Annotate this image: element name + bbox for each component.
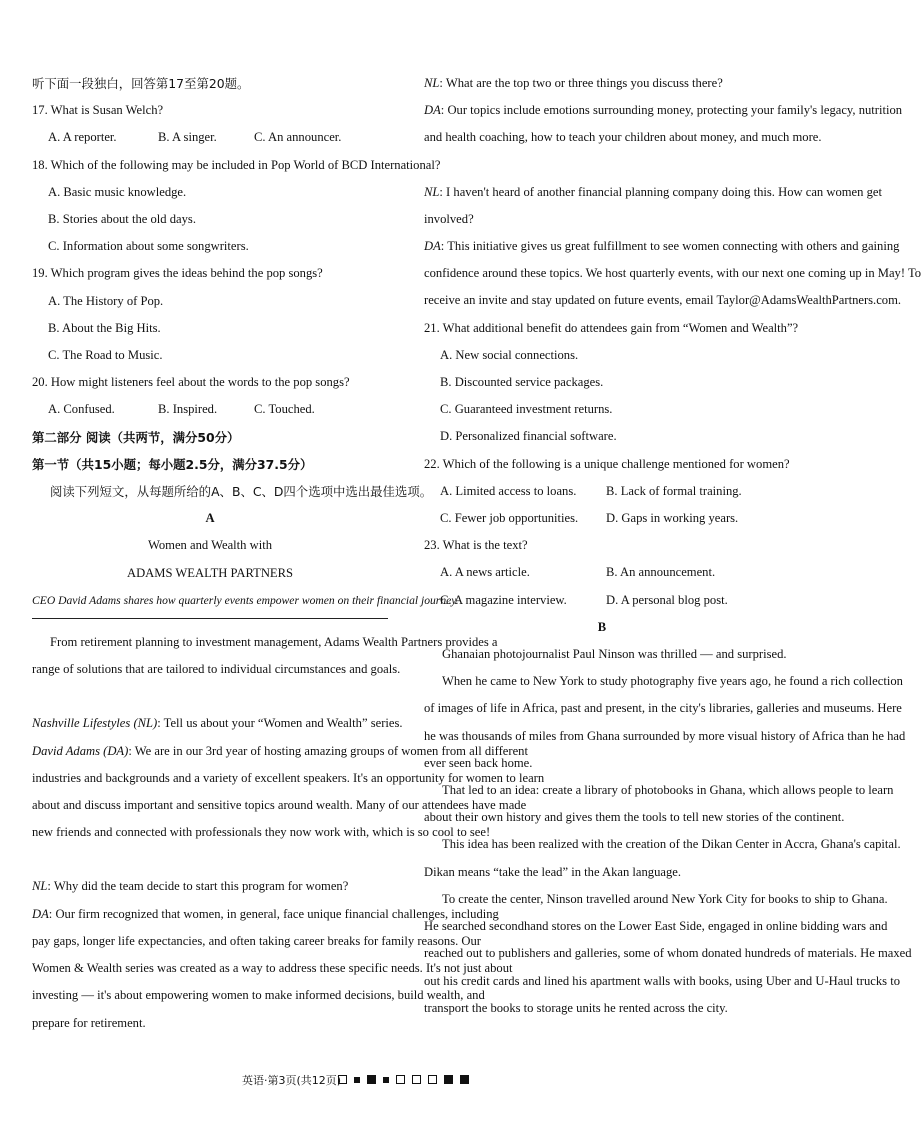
passage-a-letter: A bbox=[205, 511, 215, 526]
q17-option-b: B. A singer. bbox=[158, 130, 217, 145]
section1-title: 第一节（共15小题；每小题2.5分，满分37.5分） bbox=[32, 456, 313, 472]
q20-option-b: B. Inspired. bbox=[158, 402, 218, 417]
speaker-label: David Adams (DA) bbox=[32, 743, 129, 758]
section1-instruction: 阅读下列短文，从每题所给的A、B、C、D四个选项中选出最佳选项。 bbox=[50, 484, 433, 500]
q20-options bbox=[32, 396, 388, 423]
q17-option-c: C. An announcer. bbox=[254, 130, 342, 145]
square-filled-icon bbox=[444, 1075, 453, 1084]
q23-options-row1 bbox=[424, 559, 780, 586]
square-outline-icon bbox=[338, 1075, 347, 1084]
square-outline-icon bbox=[412, 1075, 421, 1084]
passage-b-paragraph-5-line: out his credit cards and lined his apartment walls with books, using Uber and U-Haul trucks to bbox=[424, 973, 901, 988]
speaker-label: Nashville Lifestyles (NL) bbox=[32, 716, 158, 731]
q23-option-a: A. A news article. bbox=[440, 565, 530, 580]
nl-question-2 bbox=[32, 873, 388, 900]
speaker-label: DA bbox=[32, 906, 49, 921]
paragraph-gap bbox=[32, 683, 388, 710]
q17-option-a: A. A reporter. bbox=[48, 130, 117, 145]
right-column bbox=[424, 70, 921, 1022]
q23-options-row2 bbox=[424, 587, 780, 614]
speaker-label: NL bbox=[424, 76, 440, 90]
passage-b-paragraph-5-line: He searched secondhand stores on the Lower East Side, engaged in online bidding wars and bbox=[424, 919, 888, 934]
q19-option-c: C. The Road to Music. bbox=[48, 348, 163, 363]
listening-instruction: 听下面一段独白，回答第17至第20题。 bbox=[32, 76, 250, 91]
q22-option-c: C. Fewer job opportunities. bbox=[440, 511, 579, 526]
da-answer-1-line: industries and backgrounds and a variety of excellent speakers. It's an opportunity for women to learn bbox=[32, 770, 545, 785]
paragraph-gap bbox=[32, 846, 388, 873]
intro-line-2: range of solutions that are tailored to individual circumstances and goals. bbox=[32, 662, 401, 677]
passage-b-paragraph-5-line: reached out to publishers and galleries, some of whom donated hundreds of materials. He maxed bbox=[424, 946, 912, 961]
q23-stem: 23. What is the text? bbox=[424, 538, 528, 553]
passage-b-paragraph-2-line: ever seen back home. bbox=[424, 755, 533, 770]
q20-option-c: C. Touched. bbox=[254, 402, 315, 417]
dialogue-text: : Our firm recognized that women, in general, face unique financial challenges, including bbox=[48, 906, 499, 921]
passage-b-paragraph-1: Ghanaian photojournalist Paul Ninson was thrilled — and surprised. bbox=[442, 647, 787, 662]
da-answer-2-line: pay gaps, longer life expectancies, and often taking career breaks for family reasons. Our bbox=[32, 933, 481, 948]
q21-stem: 21. What additional benefit do attendees gain from “Women and Wealth”? bbox=[424, 320, 799, 335]
passage-b-paragraph-2-line: When he came to New York to study photography five years ago, he found a rich collection bbox=[442, 674, 903, 689]
page-number-label: 英语·第3页(共12页) bbox=[242, 1074, 342, 1087]
q23-option-d: D. A personal blog post. bbox=[606, 592, 728, 607]
passage-b-paragraph-4-line: Dikan means “take the lead” in the Akan language. bbox=[424, 864, 682, 879]
page-footer bbox=[0, 1072, 800, 1092]
q18-option-c: C. Information about some songwriters. bbox=[48, 239, 249, 254]
q18-option-a: A. Basic music knowledge. bbox=[48, 184, 187, 199]
paragraph-gap bbox=[424, 152, 780, 179]
q19-stem: 19. Which program gives the ideas behind the pop songs? bbox=[32, 266, 323, 281]
da-answer-2 bbox=[32, 901, 499, 928]
q22-option-d: D. Gaps in working years. bbox=[606, 511, 739, 526]
square-outline-icon bbox=[428, 1075, 437, 1084]
dialogue-text: : Why did the team decide to start this program for women? bbox=[47, 879, 349, 894]
da-answer-2-line: investing — it's about empowering women to make informed decisions, build wealth, and bbox=[32, 988, 485, 1003]
passage-a-title-line2: ADAMS WEALTH PARTNERS bbox=[126, 565, 294, 580]
nl-question-3 bbox=[424, 70, 780, 97]
dialogue-text: : Tell us about your “Women and Wealth” series. bbox=[157, 716, 403, 731]
dialogue-text: : This initiative gives us great fulfillment to see women connecting with others and gaining bbox=[440, 239, 900, 254]
square-outline-icon bbox=[396, 1075, 405, 1084]
speaker-label: NL bbox=[32, 879, 48, 894]
square-filled-icon bbox=[460, 1075, 469, 1084]
q23-option-c: C. A magazine interview. bbox=[440, 592, 567, 607]
q22-options-row1 bbox=[424, 478, 780, 505]
q20-option-a: A. Confused. bbox=[48, 402, 115, 417]
square-small-icon bbox=[383, 1077, 389, 1083]
passage-b-paragraph-4-line: This idea has been realized with the creation of the Dikan Center in Accra, Ghana's capital. bbox=[442, 837, 901, 852]
da-answer-4-line: confidence around these topics. We host quarterly events, with our next one coming up in May! To bbox=[424, 266, 921, 281]
da-answer-2-line: Women & Wealth series was created as a way to address these specific needs. It's not just about bbox=[32, 961, 513, 976]
q22-stem: 22. Which of the following is a unique challenge mentioned for women? bbox=[424, 456, 790, 471]
passage-b-paragraph-2-line: he was thousands of miles from Ghana surrounded by more visual history of Africa than he had bbox=[424, 728, 906, 743]
passage-a-subtitle: CEO David Adams shares how quarterly events empower women on their financial journey. bbox=[32, 593, 459, 607]
da-answer-1-line: new friends and connected with professionals they now work with, which is so cool to see! bbox=[32, 825, 491, 840]
passage-b-paragraph-3-line: about their own history and gives them the tools to tell new stories of the continent. bbox=[424, 810, 845, 825]
nl-question-4-line: involved? bbox=[424, 211, 474, 226]
nl-question-1 bbox=[32, 710, 403, 737]
da-answer-4-line: receive an invite and stay updated on future events, email Taylor@AdamsWealthPartners.com. bbox=[424, 293, 902, 308]
q20-stem: 20. How might listeners feel about the words to the pop songs? bbox=[32, 375, 350, 390]
q21-option-c: C. Guaranteed investment returns. bbox=[440, 402, 613, 417]
q19-option-a: A. The History of Pop. bbox=[48, 293, 164, 308]
q22-options-row2 bbox=[424, 505, 780, 532]
da-answer-2-line: prepare for retirement. bbox=[32, 1015, 146, 1030]
q21-option-a: A. New social connections. bbox=[440, 347, 579, 362]
q21-option-d: D. Personalized financial software. bbox=[440, 429, 617, 444]
passage-b-paragraph-5-line: To create the center, Ninson travelled around New York City for books to ship to Ghana. bbox=[442, 891, 888, 906]
square-small-icon bbox=[354, 1077, 360, 1083]
passage-b-paragraph-5-line: transport the books to storage units he rented across the city. bbox=[424, 1000, 728, 1015]
nl-question-4 bbox=[424, 179, 882, 206]
passage-b-paragraph-2-line: of images of life in Africa, past and present, in the city's libraries, galleries and museums. Here bbox=[424, 701, 902, 716]
speaker-label: DA bbox=[424, 103, 441, 118]
da-answer-3 bbox=[424, 97, 903, 124]
q17-options bbox=[32, 124, 388, 151]
square-filled-icon bbox=[367, 1075, 376, 1084]
dialogue-text: : We are in our 3rd year of hosting amazing groups of women from all different bbox=[128, 743, 528, 758]
intro-line-1: From retirement planning to investment management, Adams Wealth Partners provides a bbox=[50, 635, 498, 650]
q19-option-b: B. About the Big Hits. bbox=[48, 320, 161, 335]
scan-marks bbox=[338, 1075, 469, 1084]
speaker-label: DA bbox=[424, 239, 441, 254]
q21-option-b: B. Discounted service packages. bbox=[440, 375, 604, 390]
da-answer-4 bbox=[424, 233, 900, 260]
passage-a-title-line1: Women and Wealth with bbox=[148, 538, 272, 553]
q17-stem: 17. What is Susan Welch? bbox=[32, 103, 164, 118]
subtitle-divider bbox=[32, 618, 388, 619]
passage-b-paragraph-3-line: That led to an idea: create a library of photobooks in Ghana, which allows people to learn bbox=[442, 783, 894, 798]
q23-option-b: B. An announcement. bbox=[606, 565, 716, 580]
q18-option-b: B. Stories about the old days. bbox=[48, 212, 196, 227]
passage-b-letter: B bbox=[597, 619, 607, 634]
q22-option-a: A. Limited access to loans. bbox=[440, 483, 577, 498]
da-answer-1-line: about and discuss important and sensitive topics around wealth. Many of our attendees have made bbox=[32, 798, 527, 813]
q18-stem: 18. Which of the following may be included in Pop World of BCD International? bbox=[32, 157, 441, 172]
speaker-label: NL bbox=[424, 184, 440, 199]
q22-option-b: B. Lack of formal training. bbox=[606, 483, 742, 498]
dialogue-text: : Our topics include emotions surrounding money, protecting your family's legacy, nutrition bbox=[440, 103, 903, 118]
dialogue-text: : I haven't heard of another financial planning company doing this. How can women get bbox=[439, 184, 882, 199]
part2-title: 第二部分 阅读（共两节，满分50分） bbox=[32, 429, 240, 445]
da-answer-3-line: and health coaching, how to teach your children about money, and much more. bbox=[424, 130, 822, 145]
dialogue-text: : What are the top two or three things you discuss there? bbox=[439, 76, 723, 90]
